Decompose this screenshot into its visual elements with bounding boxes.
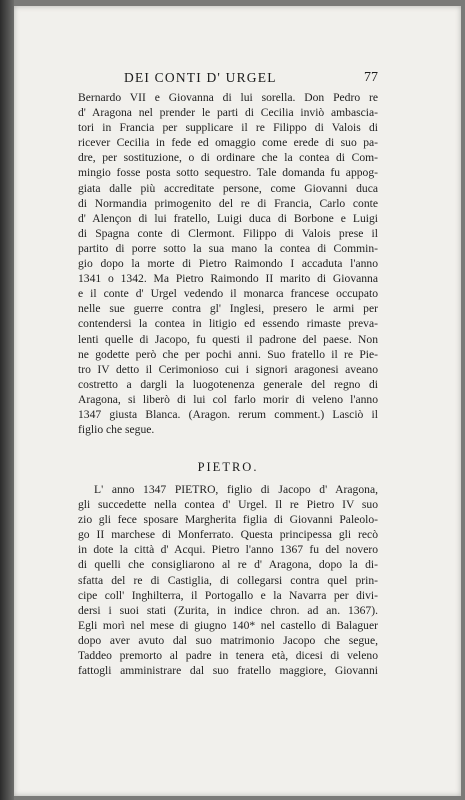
text-line: lenti quelle di Jacopo, fu questi il padrone del paese. Non xyxy=(78,332,378,346)
section-heading: PIETRO. xyxy=(197,460,259,474)
text-line: 1341 o 1342. Ma Pietro Raimondo II marito di Giovanna xyxy=(78,272,378,286)
text-line: di Spagna conte di Clermont. Filippo di Valois prese il xyxy=(78,226,378,240)
text-line: in dote la città d' Acqui. Pietro l'anno 1367 fu del novero xyxy=(78,543,378,557)
text-line: di quelli che consigliarono al re d' Aragona, dopo la di- xyxy=(78,558,378,572)
text-line: partito di porre sotto la sua mano la contea di Commin- xyxy=(78,241,378,255)
text-line: fattogli amministrare dal suo fratello maggiore, Giovanni xyxy=(78,664,378,678)
text-line: cipe coll' Inghilterra, il Portogallo e la Navarra per divi- xyxy=(78,588,378,602)
text-line: d' Aragona nel prender le parti di Cecilia inviò ambascia- xyxy=(78,106,378,120)
text-line: tori in Francia per supplicare il re Filippo di Valois di xyxy=(78,121,378,135)
book-spine-shadow xyxy=(0,0,14,800)
text-line: d' Alençon di lui fratello, Luigi duca di Borbone e Luigi xyxy=(78,211,378,225)
paragraph-pietro xyxy=(78,482,378,678)
text-line: gio dopo la morte di Pietro Raimondo I accaduta l'anno xyxy=(78,257,378,271)
text-line: gli succedette nella contea d' Urgel. Il re Pietro IV suo xyxy=(78,498,378,512)
text-line: giata dalle più accreditate persone, come Giovanni duca xyxy=(78,181,378,195)
text-line: tro IV detto il Cerimonioso cui i signori aragonesi aveano xyxy=(78,362,378,376)
paragraph-continued xyxy=(78,90,378,437)
text-line: mingio fosse posta sotto sequestro. Tale domanda fu appog- xyxy=(78,166,378,180)
text-line: go II marchese di Monferrato. Questa principessa gli recò xyxy=(78,528,378,542)
text-line: L' anno 1347 PIETRO, figlio di Jacopo d' Aragona, xyxy=(94,483,378,496)
page-number: 77 xyxy=(364,70,378,85)
text-line: Bernardo VII e Giovanna di lui sorella. Don Pedro re xyxy=(78,91,378,104)
text-line: dopo aver avuto dal suo matrimonio Jacopo che segue, xyxy=(78,633,378,647)
text-line: e il conte d' Urgel vedendo il monarca francese occupato xyxy=(78,287,378,301)
text-line: figlio che segue. xyxy=(78,423,155,437)
text-line: ricever Cecilia in fede ed omaggio come erede di suo pa- xyxy=(78,136,378,150)
running-header xyxy=(78,70,378,90)
text-line: Egli morì nel mese di giugno 140* nel castello di Balaguer xyxy=(78,618,378,632)
text-line: Aragona, si liberò di lui col farlo morir di veleno l'anno xyxy=(78,392,378,406)
text-line: costretto a dargli la luogotenenza generale del regno di xyxy=(78,377,378,391)
text-line: sfatta del re di Castiglia, di collegarsi contra quel prin- xyxy=(78,573,378,587)
text-line: di Normandia primogenito del re di Francia, Carlo conte xyxy=(78,196,378,210)
text-line: contendersi la contea in litigio ed essendo rimaste preva- xyxy=(78,317,378,331)
text-line: Taddeo premorto al padre in tenera età, dicesi di veleno xyxy=(78,649,378,663)
text-line: 1347 giusta Blanca. (Aragon. rerum comment.) Lasciò il xyxy=(78,407,378,421)
running-title: DEI CONTI D' URGEL xyxy=(124,70,277,85)
text-line: dersi i suoi stati (Zurita, in indice chron. ad an. 1367). xyxy=(78,603,378,617)
text-line: zio gli fece sposare Margherita figlia di Giovanni Paleolo- xyxy=(78,513,378,527)
text-line: dre, per sostituzione, o di ordinare che la contea di Com- xyxy=(78,151,378,165)
text-line: ne godette però che per pochi anni. Suo fratello il re Pie- xyxy=(78,347,378,361)
text-line: nelle sue guerre contra gl' Inglesi, presero le armi per xyxy=(78,302,378,316)
